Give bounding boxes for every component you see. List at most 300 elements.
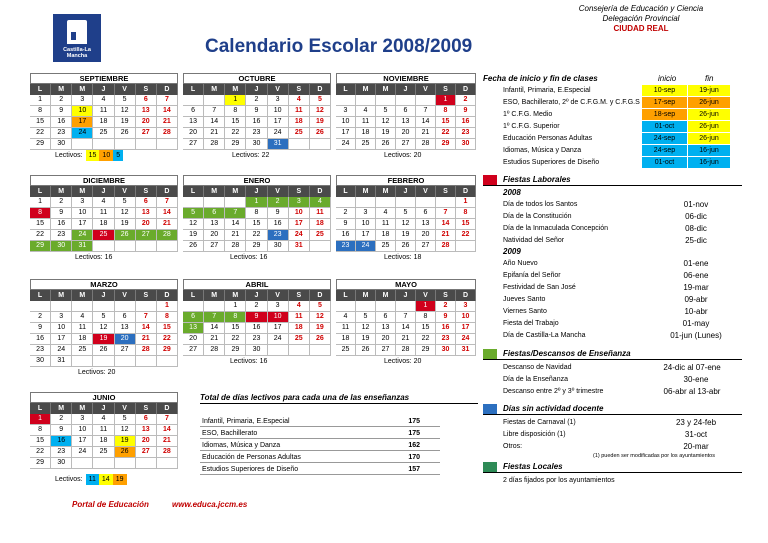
day-cell: 7 [416, 106, 436, 117]
year-2009: 2009 [503, 247, 521, 256]
month-may [336, 279, 476, 356]
day-cell: 28 [157, 230, 178, 241]
day-cell [336, 197, 356, 208]
inicio-date: 24-sep [642, 145, 687, 156]
day-cell: 26 [356, 345, 376, 356]
day-cell: 13 [376, 323, 396, 334]
day-cell: 10 [289, 208, 310, 219]
day-cell: 3 [268, 301, 289, 312]
day-cell: 12 [93, 323, 114, 334]
day-cell: 15 [436, 117, 456, 128]
day-cell [136, 241, 157, 252]
total-row [200, 440, 440, 451]
sin-actividad-date: 20-mar [683, 442, 709, 451]
descanso-label: Día de la Enseñanza [503, 376, 568, 383]
day-cell: 6 [115, 312, 136, 323]
total-label: Infantil, Primaria, E.Especial [202, 418, 290, 425]
day-cell: 5 [376, 106, 396, 117]
day-cell: 28 [436, 241, 456, 252]
month-title: MAYO [336, 279, 476, 290]
week-row [336, 345, 476, 356]
day-cell: 22 [225, 334, 246, 345]
weekday-label: S [136, 290, 157, 301]
holiday-row [483, 330, 742, 341]
holiday-date: 01-may [682, 319, 710, 328]
day-cell: 20 [136, 117, 157, 128]
day-cell: 6 [416, 208, 436, 219]
day-cell: 21 [136, 334, 157, 345]
weekday-label: S [289, 84, 310, 95]
day-cell: 25 [93, 447, 114, 458]
day-cell: 24 [268, 128, 289, 139]
day-cell: 27 [136, 230, 157, 241]
week-row [30, 128, 178, 139]
day-cell: 13 [396, 117, 416, 128]
day-cell: 5 [310, 95, 331, 106]
day-cell: 28 [157, 128, 178, 139]
day-cell: 22 [436, 128, 456, 139]
weekday-label: M [204, 186, 225, 197]
descanso-date: 30-ene [683, 375, 709, 384]
day-cell: 14 [157, 425, 178, 436]
day-cell: 3 [289, 197, 310, 208]
day-cell [376, 95, 396, 106]
descanso-label: Descanso entre 2º y 3º trimestre [503, 388, 604, 395]
day-cell: 4 [93, 414, 114, 425]
day-cell: 16 [30, 334, 51, 345]
day-cell [416, 95, 436, 106]
consejeria-line2: Delegación Provincial [602, 14, 680, 23]
day-cell: 10 [72, 425, 93, 436]
day-cell: 5 [115, 414, 136, 425]
holiday-date: 08-dic [685, 224, 707, 233]
weekday-label: M [225, 290, 246, 301]
weekday-label: M [51, 290, 72, 301]
week-row [183, 128, 331, 139]
day-cell: 12 [376, 117, 396, 128]
lectivos-october: Lectivos: 22 [232, 152, 270, 159]
day-cell: 18 [72, 334, 93, 345]
day-cell: 9 [51, 425, 72, 436]
holiday-label: Epifanía del Señor [503, 272, 561, 279]
day-cell: 30 [246, 139, 267, 150]
total-value: 175 [408, 430, 420, 437]
holiday-label: Día de Castilla-La Mancha [503, 332, 586, 339]
day-cell: 15 [416, 323, 436, 334]
day-cell: 15 [225, 117, 246, 128]
day-cell: 1 [30, 197, 51, 208]
weekday-label: J [93, 403, 114, 414]
week-row [183, 197, 331, 208]
day-cell: 16 [51, 219, 72, 230]
lectivos-june [52, 474, 127, 485]
day-cell: 6 [183, 106, 204, 117]
day-cell: 9 [456, 106, 476, 117]
day-cell: 5 [356, 312, 376, 323]
day-cell: 25 [356, 139, 376, 150]
day-cell: 15 [30, 219, 51, 230]
day-cell: 10 [456, 312, 476, 323]
month-title: SEPTIEMBRE [30, 73, 178, 84]
day-cell [356, 95, 376, 106]
day-cell [310, 139, 331, 150]
day-cell: 14 [204, 323, 225, 334]
day-cell: 8 [30, 425, 51, 436]
week-row [30, 436, 178, 447]
day-cell: 23 [246, 334, 267, 345]
day-cell: 12 [115, 106, 136, 117]
day-cell: 28 [225, 241, 246, 252]
week-row [336, 197, 476, 208]
page-title: Calendario Escolar 2008/2009 [205, 36, 473, 57]
day-cell: 13 [183, 117, 204, 128]
day-cell: 29 [225, 345, 246, 356]
weekday-label: D [456, 290, 476, 301]
sin-actividad-row [483, 417, 742, 428]
sin-actividad-date: 31-oct [684, 430, 708, 439]
inicio-fin-heading [483, 73, 742, 84]
day-cell: 3 [456, 301, 476, 312]
week-row [336, 230, 476, 241]
day-cell [356, 301, 376, 312]
day-cell: 27 [183, 345, 204, 356]
total-label: Educación de Personas Adultas [202, 454, 301, 461]
day-cell [183, 95, 204, 106]
day-cell: 25 [336, 345, 356, 356]
day-cell: 30 [51, 139, 72, 150]
weekday-label: M [376, 290, 396, 301]
portal-url[interactable]: www.educa.jccm.es [172, 500, 248, 509]
day-cell: 23 [30, 345, 51, 356]
lectivos-other: 5 [113, 150, 123, 161]
lectivos-march: Lectivos: 20 [78, 369, 116, 376]
holiday-date: 01-jun (Lunes) [670, 331, 722, 340]
day-cell: 8 [30, 106, 51, 117]
day-cell [93, 139, 114, 150]
week-row [30, 139, 178, 150]
day-cell [310, 345, 331, 356]
fin-date: 26-jun [688, 97, 730, 108]
week-row [336, 117, 476, 128]
day-cell: 27 [115, 345, 136, 356]
day-cell [157, 241, 178, 252]
day-cell: 2 [246, 95, 267, 106]
day-cell: 26 [93, 345, 114, 356]
day-cell: 26 [115, 230, 136, 241]
weekday-header [183, 290, 331, 301]
week-row [30, 106, 178, 117]
lectivos-april: Lectivos: 16 [230, 358, 268, 365]
day-cell: 24 [289, 230, 310, 241]
day-cell: 19 [310, 323, 331, 334]
holiday-row [483, 211, 742, 222]
day-cell: 1 [416, 301, 436, 312]
fiestas-locales-heading [483, 461, 742, 473]
day-cell: 19 [310, 117, 331, 128]
day-cell [225, 197, 246, 208]
weekday-label: M [376, 84, 396, 95]
day-cell: 8 [157, 312, 178, 323]
day-cell: 26 [183, 241, 204, 252]
day-cell: 3 [268, 95, 289, 106]
holiday-label: Día de la Constitución [503, 213, 572, 220]
day-cell [310, 241, 331, 252]
weekday-label: S [136, 403, 157, 414]
day-cell: 24 [72, 128, 93, 139]
locales-swatch [483, 462, 497, 472]
day-cell: 7 [396, 312, 416, 323]
day-cell: 16 [268, 219, 289, 230]
consejeria-line1: Consejería de Educación y Ciencia [578, 4, 704, 13]
week-row [336, 139, 476, 150]
day-cell: 19 [183, 230, 204, 241]
sin-actividad-heading [483, 403, 742, 415]
day-cell: 11 [289, 312, 310, 323]
day-cell [136, 356, 157, 367]
day-cell [436, 197, 456, 208]
lectivos-other: 11 [86, 474, 99, 485]
day-cell: 8 [246, 208, 267, 219]
weekday-label: M [376, 186, 396, 197]
day-cell: 30 [51, 458, 72, 469]
day-cell: 23 [51, 447, 72, 458]
day-cell [72, 458, 93, 469]
week-row [336, 312, 476, 323]
day-cell [376, 301, 396, 312]
inicio-date: 01-oct [642, 121, 687, 132]
holiday-label: Día de la Inmaculada Concepción [503, 225, 609, 232]
week-row [30, 334, 178, 345]
weekday-label: J [246, 186, 267, 197]
day-cell: 18 [289, 323, 310, 334]
castilla-la-mancha-logo [53, 14, 101, 62]
day-cell: 20 [183, 128, 204, 139]
level-label: Idiomas, Música y Danza [503, 147, 582, 154]
lectivos-december: Lectivos: 16 [75, 254, 113, 261]
day-cell: 15 [30, 117, 51, 128]
holiday-row [483, 223, 742, 234]
weekday-label: L [30, 84, 51, 95]
weekday-label: L [183, 290, 204, 301]
day-cell: 7 [204, 106, 225, 117]
fin-date: 16-jun [688, 157, 730, 168]
holiday-label: Año Nuevo [503, 260, 538, 267]
weekday-label: M [225, 84, 246, 95]
day-cell: 1 [30, 414, 51, 425]
day-cell [356, 197, 376, 208]
holiday-row [483, 235, 742, 246]
castle-icon [67, 20, 87, 44]
level-label: Infantil, Primaria, E.Especial [503, 87, 591, 94]
day-cell [376, 197, 396, 208]
day-cell: 17 [456, 323, 476, 334]
day-cell: 26 [310, 334, 331, 345]
inicio-date: 17-sep [642, 97, 687, 108]
sin-actividad-label: Fiestas de Carnaval (1) [503, 419, 576, 426]
sin-actividad-swatch [483, 404, 497, 414]
weekday-label: V [268, 84, 289, 95]
lectivos-eso: 10 [99, 150, 113, 161]
day-cell: 19 [115, 219, 136, 230]
inicio-fin-row [483, 109, 742, 120]
weekday-label: M [225, 186, 246, 197]
day-cell [336, 301, 356, 312]
day-cell: 6 [183, 312, 204, 323]
day-cell: 24 [336, 139, 356, 150]
total-value: 162 [408, 442, 420, 449]
day-cell: 17 [72, 117, 93, 128]
day-cell: 11 [356, 117, 376, 128]
day-cell: 11 [310, 208, 331, 219]
day-cell [93, 301, 114, 312]
day-cell: 8 [456, 208, 476, 219]
day-cell: 10 [336, 117, 356, 128]
day-cell: 18 [376, 230, 396, 241]
day-cell: 3 [51, 312, 72, 323]
day-cell [136, 458, 157, 469]
day-cell: 12 [356, 323, 376, 334]
day-cell: 14 [157, 106, 178, 117]
level-label: Estudios Superiores de Diseño [503, 159, 600, 166]
week-row [30, 323, 178, 334]
day-cell: 21 [436, 230, 456, 241]
day-cell [115, 458, 136, 469]
day-cell [183, 197, 204, 208]
weekday-header [30, 290, 178, 301]
weekday-label: S [136, 186, 157, 197]
weekday-label: M [72, 84, 93, 95]
lectivos-primaria: 15 [86, 150, 100, 161]
day-cell: 28 [396, 345, 416, 356]
holiday-row [483, 282, 742, 293]
logo-text: Castilla-La Mancha [63, 47, 91, 59]
day-cell: 16 [51, 436, 72, 447]
fiestas-locales-note [483, 475, 742, 486]
day-cell: 11 [72, 323, 93, 334]
day-cell [30, 301, 51, 312]
day-cell: 25 [72, 345, 93, 356]
day-cell [204, 197, 225, 208]
day-cell: 22 [30, 230, 51, 241]
day-cell: 5 [115, 197, 136, 208]
level-label: 1º C.F.G. Medio [503, 111, 553, 118]
descanso-row [483, 386, 742, 397]
weekday-label: L [336, 186, 356, 197]
day-cell: 18 [93, 117, 114, 128]
weekday-label: M [51, 84, 72, 95]
day-cell: 15 [157, 323, 178, 334]
weekday-label: J [396, 84, 416, 95]
weekday-label: J [246, 290, 267, 301]
week-row [336, 301, 476, 312]
day-cell: 1 [157, 301, 178, 312]
lectivos-label: Lectivos: [55, 476, 83, 483]
day-cell: 8 [436, 106, 456, 117]
descanso-row [483, 362, 742, 373]
day-cell: 19 [396, 230, 416, 241]
day-cell: 21 [225, 230, 246, 241]
day-cell: 18 [289, 117, 310, 128]
month-title: FEBRERO [336, 175, 476, 186]
day-cell: 23 [456, 128, 476, 139]
locales-note-text: 2 días fijados por los ayuntamientos [503, 477, 615, 484]
total-value: 170 [408, 454, 420, 461]
day-cell: 20 [136, 436, 157, 447]
day-cell: 26 [376, 139, 396, 150]
day-cell: 22 [225, 128, 246, 139]
day-cell: 18 [336, 334, 356, 345]
weekday-label: M [204, 290, 225, 301]
day-cell: 20 [183, 334, 204, 345]
day-cell: 2 [268, 197, 289, 208]
day-cell: 20 [204, 230, 225, 241]
day-cell: 26 [310, 128, 331, 139]
weekday-header [336, 290, 476, 301]
day-cell: 19 [376, 128, 396, 139]
day-cell: 19 [115, 117, 136, 128]
weekday-label: L [30, 186, 51, 197]
day-cell: 13 [136, 106, 157, 117]
week-row [30, 414, 178, 425]
lectivos-september [52, 150, 123, 161]
day-cell: 23 [51, 230, 72, 241]
holiday-label: Natividad del Señor [503, 237, 565, 244]
holiday-label: Viernes Santo [503, 308, 547, 315]
day-cell: 29 [30, 241, 51, 252]
day-cell: 17 [356, 230, 376, 241]
day-cell [136, 301, 157, 312]
weekday-header [336, 84, 476, 95]
weekday-label: M [356, 186, 376, 197]
month-title: ABRIL [183, 279, 331, 290]
weekday-label: D [310, 186, 331, 197]
weekday-label: M [51, 403, 72, 414]
day-cell: 14 [204, 117, 225, 128]
day-cell: 4 [93, 197, 114, 208]
day-cell: 9 [51, 208, 72, 219]
day-cell: 14 [416, 117, 436, 128]
day-cell [336, 95, 356, 106]
week-row [30, 117, 178, 128]
consejeria-city: CIUDAD REAL [613, 24, 669, 33]
fiestas-laborales-heading [483, 174, 742, 186]
day-cell: 28 [157, 447, 178, 458]
week-row [183, 345, 331, 356]
day-cell [115, 139, 136, 150]
week-row [336, 323, 476, 334]
day-cell: 12 [115, 425, 136, 436]
day-cell: 3 [72, 414, 93, 425]
day-cell [72, 356, 93, 367]
day-cell: 9 [51, 106, 72, 117]
day-cell: 8 [225, 312, 246, 323]
total-label: Estudios Superiores de Diseño [202, 466, 299, 473]
fiestas-laborales-title: Fiestas Laborales [503, 175, 571, 184]
month-october [183, 73, 331, 150]
weekday-label: L [183, 186, 204, 197]
weekday-label: V [268, 186, 289, 197]
day-cell: 9 [336, 219, 356, 230]
level-label: Educación Personas Adultas [503, 135, 593, 142]
week-row [30, 241, 178, 252]
sin-actividad-note [483, 452, 742, 460]
day-cell: 2 [456, 95, 476, 106]
weekday-label: D [310, 290, 331, 301]
day-cell: 25 [376, 241, 396, 252]
day-cell: 12 [310, 106, 331, 117]
day-cell: 13 [204, 219, 225, 230]
day-cell: 13 [115, 323, 136, 334]
